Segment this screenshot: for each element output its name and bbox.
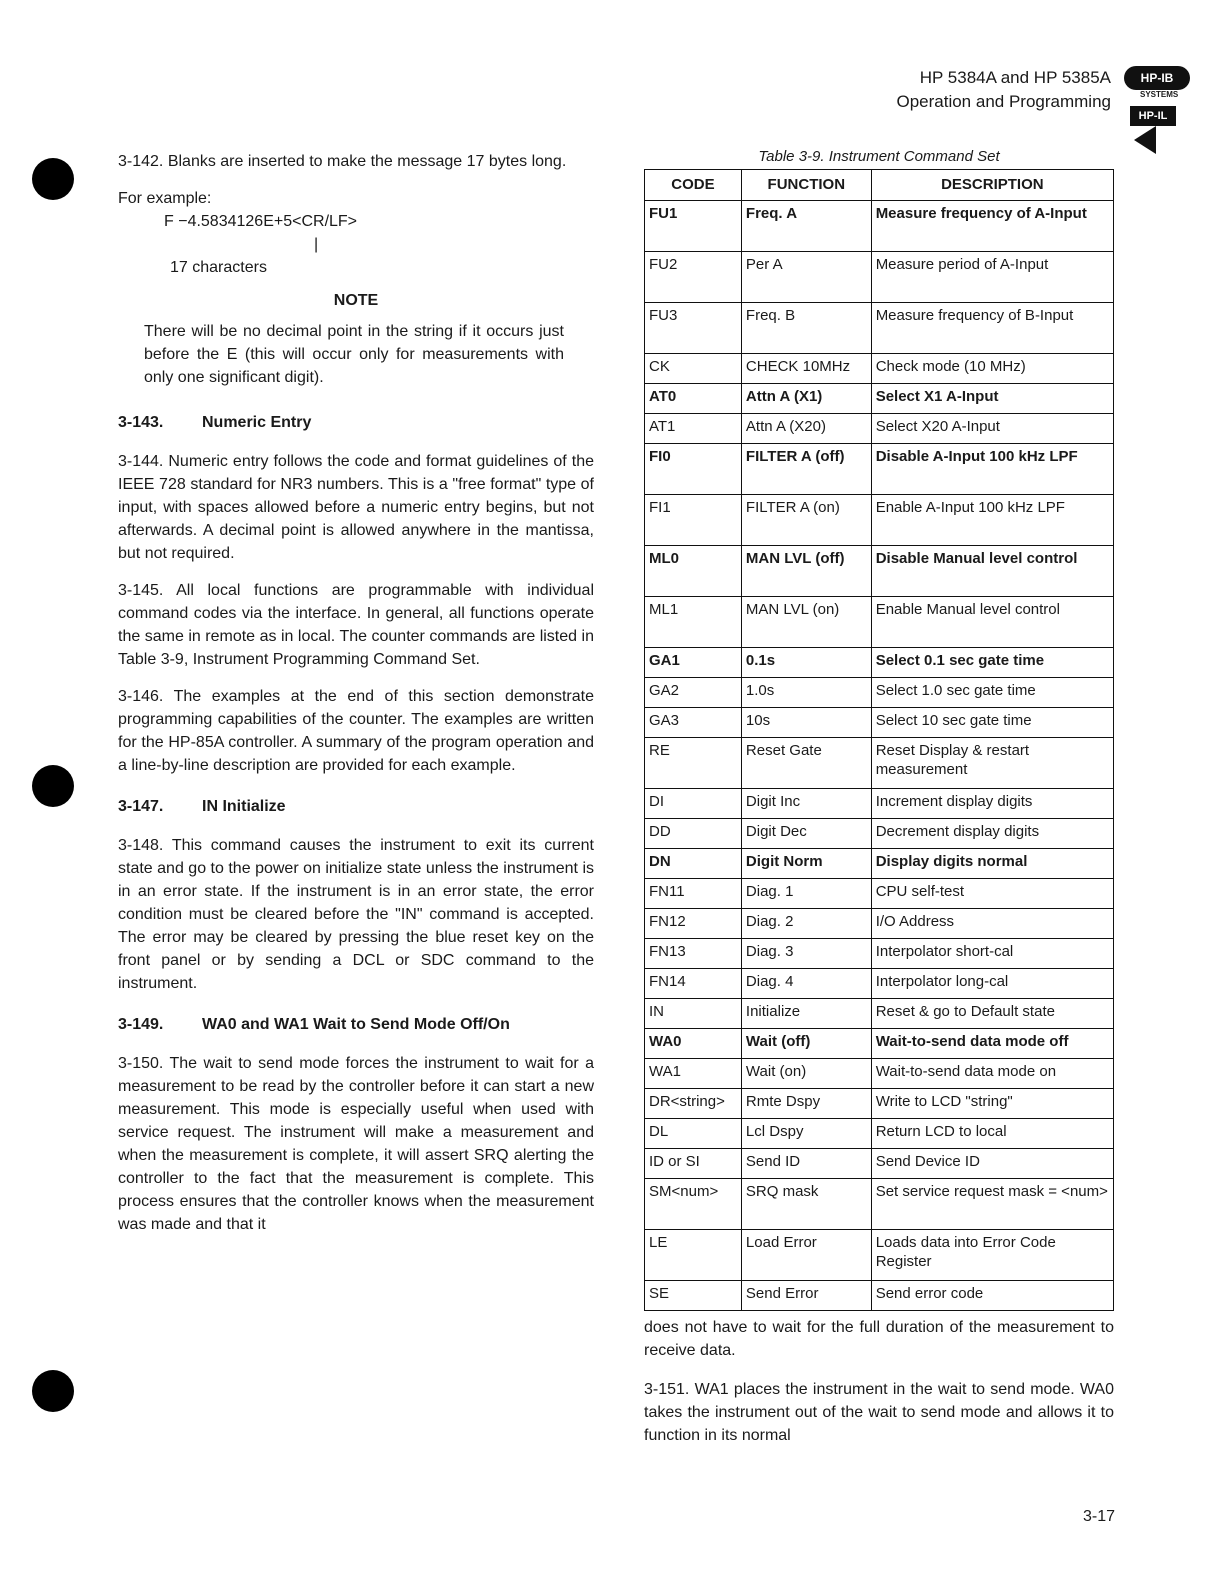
cell-function: Rmte Dspy — [741, 1089, 871, 1119]
example-line: F −4.5834126E+5<CR/LF> — [164, 213, 358, 230]
cell-code: FN14 — [645, 969, 742, 999]
cell-function: Diag. 3 — [741, 939, 871, 969]
cell-description: Send Device ID — [871, 1149, 1113, 1179]
cell-code: FN13 — [645, 939, 742, 969]
paragraph-3-145: 3-145. All local functions are programmable with individual command codes via the interface. In general, all functions operate the same in remote as in local. The counter commands are listed in Table 3-9, Instrument Programming Command Set. — [118, 582, 594, 668]
table-row — [645, 1059, 1114, 1089]
command-table — [644, 169, 1114, 1311]
cell-function: FILTER A (on) — [741, 495, 871, 546]
table-row — [645, 444, 1114, 495]
cell-description: Wait-to-send data mode off — [871, 1029, 1113, 1059]
cell-function: Wait (off) — [741, 1029, 871, 1059]
cell-description: Return LCD to local — [871, 1119, 1113, 1149]
table-row — [645, 819, 1114, 849]
table-row — [645, 708, 1114, 738]
cell-code: DR<string> — [645, 1089, 742, 1119]
cell-function: Digit Inc — [741, 789, 871, 819]
cell-function: Wait (on) — [741, 1059, 871, 1089]
table-row — [645, 1179, 1114, 1230]
section-number: 3-149. — [118, 1016, 164, 1033]
hp-il-logo — [1130, 106, 1176, 156]
cell-function: Reset Gate — [741, 738, 871, 789]
table-row — [645, 1149, 1114, 1179]
cell-description: Measure frequency of B-Input — [871, 303, 1113, 354]
cell-code: DD — [645, 819, 742, 849]
cell-function: Lcl Dspy — [741, 1119, 871, 1149]
table-row — [645, 303, 1114, 354]
cell-code: WA1 — [645, 1059, 742, 1089]
cell-function: SRQ mask — [741, 1179, 871, 1230]
header-title: HP 5384A and HP 5385A — [919, 68, 1111, 87]
cell-description: Send error code — [871, 1281, 1113, 1311]
hp-il-logo-text: HP-IL — [1130, 106, 1176, 126]
cell-function: CHECK 10MHz — [741, 354, 871, 384]
cell-code: SE — [645, 1281, 742, 1311]
header-code: CODE — [645, 170, 742, 201]
cell-description: Reset Display & restart measurement — [871, 738, 1113, 789]
cell-description: Measure frequency of A-Input — [871, 201, 1113, 252]
table-row — [645, 1029, 1114, 1059]
cell-description: Select X1 A-Input — [871, 384, 1113, 414]
cell-code: AT0 — [645, 384, 742, 414]
cell-code: DN — [645, 849, 742, 879]
table-row — [645, 789, 1114, 819]
cell-description: I/O Address — [871, 909, 1113, 939]
cell-function: 0.1s — [741, 648, 871, 678]
table-row — [645, 414, 1114, 444]
cell-description: Disable A-Input 100 kHz LPF — [871, 444, 1113, 495]
table-header-row — [645, 170, 1114, 201]
paragraph-3-142: 3-142. Blanks are inserted to make the message 17 bytes long. — [118, 153, 567, 170]
cell-function: Diag. 4 — [741, 969, 871, 999]
section-number: 3-143. — [118, 414, 164, 431]
cell-description: Measure period of A-Input — [871, 252, 1113, 303]
cell-function: Digit Norm — [741, 849, 871, 879]
cell-code: SM<num> — [645, 1179, 742, 1230]
cell-description: Set service request mask = <num> — [871, 1179, 1113, 1230]
cell-function: Per A — [741, 252, 871, 303]
cell-description: CPU self-test — [871, 879, 1113, 909]
paragraph-3-144: 3-144. Numeric entry follows the code and format guidelines of the IEEE 728 standard for NR3 numbers. This is a "free format" type of input, with spaces allowed before a numeric entry begins, but not afterwards. A decimal point is allowed anywhere in the mantissa, but not required. — [118, 453, 594, 562]
table-row — [645, 1089, 1114, 1119]
cell-code: DI — [645, 789, 742, 819]
note-body: There will be no decimal point in the string if it occurs just before the E (this will occur only for measurements with only one significant digit). — [144, 323, 564, 386]
table-row — [645, 597, 1114, 648]
cell-function: 10s — [741, 708, 871, 738]
cell-function: Diag. 2 — [741, 909, 871, 939]
table-row — [645, 738, 1114, 789]
cell-function: Digit Dec — [741, 819, 871, 849]
table-row — [645, 495, 1114, 546]
cell-description: Check mode (10 MHz) — [871, 354, 1113, 384]
cell-code: ML1 — [645, 597, 742, 648]
note-title: NOTE — [333, 292, 379, 309]
section-heading-3-147 — [118, 795, 594, 818]
example-marker: | — [314, 236, 319, 253]
table-row — [645, 1230, 1114, 1281]
example-block — [164, 210, 594, 279]
cell-description: Increment display digits — [871, 789, 1113, 819]
cell-function: MAN LVL (off) — [741, 546, 871, 597]
cell-code: GA1 — [645, 648, 742, 678]
cell-function: FILTER A (off) — [741, 444, 871, 495]
section-title: IN Initialize — [202, 798, 286, 815]
cell-description: Interpolator short-cal — [871, 939, 1113, 969]
table-row — [645, 1281, 1114, 1311]
section-title: WA0 and WA1 Wait to Send Mode Off/On — [202, 1016, 510, 1033]
paragraph-3-146: 3-146. The examples at the end of this section demonstrate programming capabilities of the counter. The examples are written for the HP-85A controller. A summary of the program operation and a line-by-line description are provided for each example. — [118, 688, 594, 774]
example-caption: 17 characters — [170, 259, 267, 276]
cell-code: GA2 — [645, 678, 742, 708]
cell-code: IN — [645, 999, 742, 1029]
paragraph-continued: does not have to wait for the full duration of the measurement to receive data. — [644, 1319, 1114, 1359]
table-row — [645, 909, 1114, 939]
cell-code: GA3 — [645, 708, 742, 738]
table-row — [645, 546, 1114, 597]
cell-code: ID or SI — [645, 1149, 742, 1179]
cell-description: Wait-to-send data mode on — [871, 1059, 1113, 1089]
cell-code: FN12 — [645, 909, 742, 939]
table-row — [645, 678, 1114, 708]
table-row — [645, 384, 1114, 414]
page-number: 3-17 — [1082, 1508, 1115, 1525]
right-column-text — [644, 1316, 1114, 1463]
example-label: For example: — [118, 190, 212, 207]
table-row — [645, 879, 1114, 909]
cell-code: FU1 — [645, 201, 742, 252]
cell-function: MAN LVL (on) — [741, 597, 871, 648]
section-heading-3-149 — [118, 1013, 594, 1036]
hp-ib-logo: HP-IB — [1124, 66, 1190, 90]
cell-code: FI0 — [645, 444, 742, 495]
binder-hole-middle — [32, 765, 74, 807]
cell-function: Send Error — [741, 1281, 871, 1311]
cell-description: Select 1.0 sec gate time — [871, 678, 1113, 708]
table-row — [645, 939, 1114, 969]
cell-code: WA0 — [645, 1029, 742, 1059]
cell-description: Select 10 sec gate time — [871, 708, 1113, 738]
hp-ib-logo-sub: SYSTEMS — [1140, 90, 1179, 99]
arrow-icon — [1134, 126, 1156, 154]
table-row — [645, 849, 1114, 879]
paragraph-3-151: 3-151. WA1 places the instrument in the wait to send mode. WA0 takes the instrument out of the wait to send mode and allows it to function in its normal — [644, 1381, 1114, 1444]
section-number: 3-147. — [118, 798, 164, 815]
header-function: FUNCTION — [741, 170, 871, 201]
header-description: DESCRIPTION — [871, 170, 1113, 201]
cell-function: Diag. 1 — [741, 879, 871, 909]
table-row — [645, 1119, 1114, 1149]
table-row — [645, 969, 1114, 999]
cell-function: Attn A (X1) — [741, 384, 871, 414]
section-title: Numeric Entry — [202, 414, 312, 431]
table-row — [645, 648, 1114, 678]
table-row — [645, 999, 1114, 1029]
cell-code: ML0 — [645, 546, 742, 597]
table-caption: Table 3-9. Instrument Command Set — [758, 148, 1000, 165]
cell-code: FI1 — [645, 495, 742, 546]
cell-description: Reset & go to Default state — [871, 999, 1113, 1029]
cell-function: Attn A (X20) — [741, 414, 871, 444]
cell-code: CK — [645, 354, 742, 384]
binder-hole-top — [32, 158, 74, 200]
table-row — [645, 201, 1114, 252]
cell-description: Decrement display digits — [871, 819, 1113, 849]
cell-function: Freq. A — [741, 201, 871, 252]
cell-description: Interpolator long-cal — [871, 969, 1113, 999]
section-heading-3-143 — [118, 411, 594, 434]
cell-description: Select X20 A-Input — [871, 414, 1113, 444]
page-header — [896, 66, 1111, 114]
cell-function: Send ID — [741, 1149, 871, 1179]
table-row — [645, 354, 1114, 384]
cell-description: Loads data into Error Code Register — [871, 1230, 1113, 1281]
cell-code: FU2 — [645, 252, 742, 303]
paragraph-3-148: 3-148. This command causes the instrument to exit its current state and go to the power on initialize state unless the instrument is in an error state. If the instrument is in an error state, the error condition must be cleared before the "IN" command is accepted. The error may be cleared by pressing the blue reset key on the front panel or by sending a DCL or SDC command to the instrument. — [118, 837, 594, 992]
cell-code: AT1 — [645, 414, 742, 444]
binder-hole-bottom — [32, 1370, 74, 1412]
cell-code: FU3 — [645, 303, 742, 354]
table-row — [645, 252, 1114, 303]
cell-description: Enable Manual level control — [871, 597, 1113, 648]
cell-code: DL — [645, 1119, 742, 1149]
cell-description: Disable Manual level control — [871, 546, 1113, 597]
cell-description: Enable A-Input 100 kHz LPF — [871, 495, 1113, 546]
cell-description: Select 0.1 sec gate time — [871, 648, 1113, 678]
cell-code: LE — [645, 1230, 742, 1281]
cell-description: Display digits normal — [871, 849, 1113, 879]
cell-description: Write to LCD "string" — [871, 1089, 1113, 1119]
left-column — [118, 150, 594, 1250]
right-column — [644, 148, 1114, 1311]
cell-function: Load Error — [741, 1230, 871, 1281]
cell-function: Initialize — [741, 999, 871, 1029]
cell-function: 1.0s — [741, 678, 871, 708]
cell-code: RE — [645, 738, 742, 789]
paragraph-3-150: 3-150. The wait to send mode forces the instrument to wait for a measurement to be read by the controller before it can start a new measurement. This mode is especially useful when used with service request. The instrument will make a measurement and when the measurement is complete, it will assert SRQ alerting the controller to the fact that the measurement is complete. This process ensures that the controller knows when the measurement was made and that it — [118, 1055, 594, 1233]
cell-code: FN11 — [645, 879, 742, 909]
header-subtitle: Operation and Programming — [896, 92, 1111, 111]
cell-function: Freq. B — [741, 303, 871, 354]
